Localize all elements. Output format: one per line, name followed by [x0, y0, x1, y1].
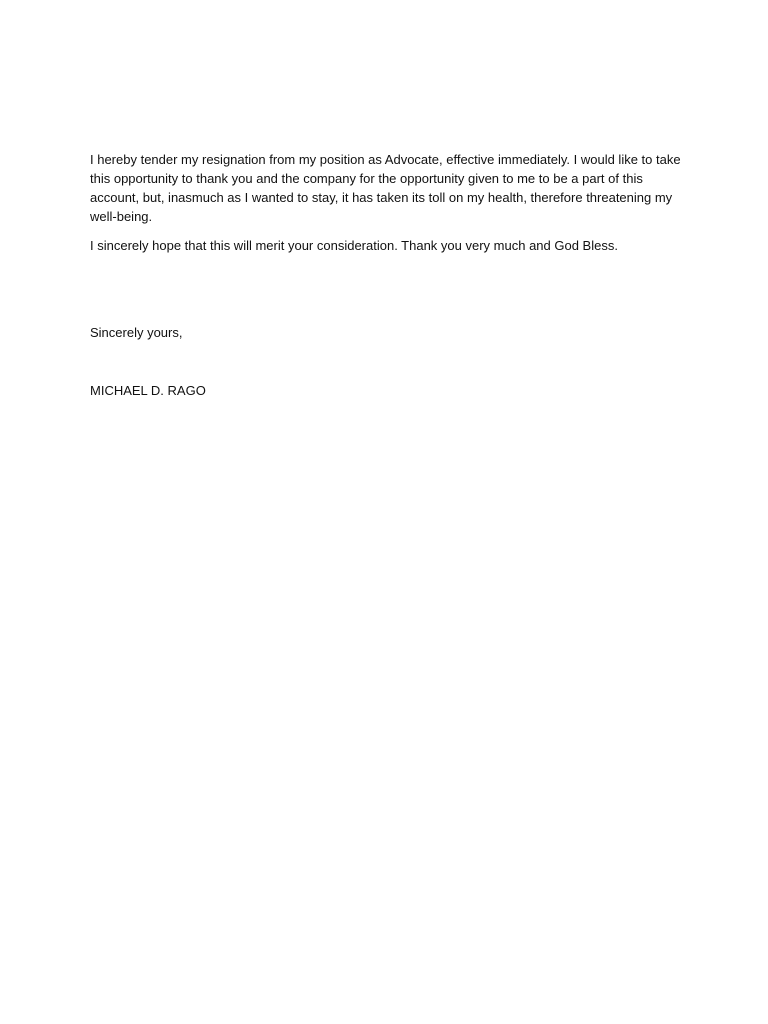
closing-salutation: Sincerely yours, [90, 325, 183, 340]
resignation-paragraph: I hereby tender my resignation from my position as Advocate, effective immediately. I would like to take this opportunity to thank you and the company for the opportunity given to me to be a part of this account, but, inasmuch as I wanted to stay, it has taken its toll on my health, therefore threatening my well-being. [90, 152, 681, 224]
consideration-paragraph: I sincerely hope that this will merit your consideration. Thank you very much and God Bless. [90, 238, 618, 253]
signature-name: MICHAEL D. RAGO [90, 383, 206, 398]
